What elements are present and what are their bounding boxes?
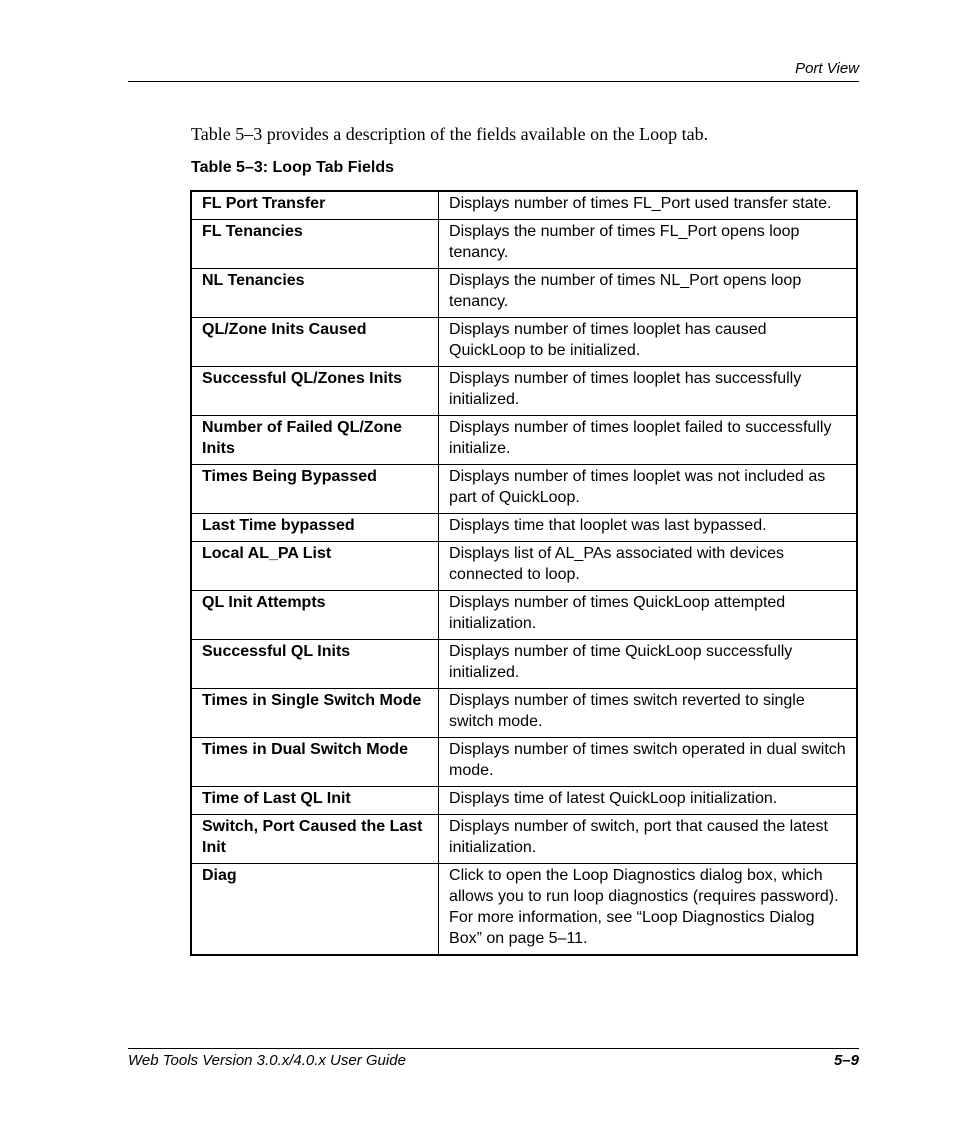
table-row — [191, 591, 857, 640]
table-caption: Table 5–3: Loop Tab Fields — [191, 159, 394, 176]
field-name: Times in Single Switch Mode — [191, 689, 439, 738]
field-description: Displays number of switch, port that caused the latest initialization. — [439, 815, 857, 864]
field-description: Click to open the Loop Diagnostics dialog box, which allows you to run loop diagnostics (requires password). For more information, see “Loop Diagnostics Dialog Box” on page 5–11. — [439, 864, 857, 956]
table-row — [191, 864, 857, 956]
field-name: Times in Dual Switch Mode — [191, 738, 439, 787]
field-description: Displays the number of times NL_Port opens loop tenancy. — [439, 269, 857, 318]
field-name: QL/Zone Inits Caused — [191, 318, 439, 367]
header-rule — [128, 81, 859, 82]
loop-tab-fields-table — [190, 190, 858, 956]
field-name: Time of Last QL Init — [191, 787, 439, 815]
field-name: FL Tenancies — [191, 220, 439, 269]
field-description: Displays number of times FL_Port used transfer state. — [439, 191, 857, 220]
field-description: Displays number of times looplet was not included as part of QuickLoop. — [439, 465, 857, 514]
field-name: Diag — [191, 864, 439, 956]
table-row — [191, 220, 857, 269]
field-description: Displays number of times looplet has successfully initialized. — [439, 367, 857, 416]
table-row — [191, 514, 857, 542]
table-row — [191, 689, 857, 738]
field-description: Displays the number of times FL_Port opens loop tenancy. — [439, 220, 857, 269]
table-row — [191, 542, 857, 591]
footer-rule — [128, 1048, 859, 1049]
footer-page-number: 5–9 — [833, 1052, 859, 1069]
table-row — [191, 738, 857, 787]
field-description: Displays number of times looplet has caused QuickLoop to be initialized. — [439, 318, 857, 367]
field-name: Successful QL Inits — [191, 640, 439, 689]
intro-paragraph: Table 5–3 provides a description of the fields available on the Loop tab. — [191, 124, 709, 144]
table-row — [191, 787, 857, 815]
field-description: Displays number of times switch operated in dual switch mode. — [439, 738, 857, 787]
table-row — [191, 318, 857, 367]
table-row — [191, 416, 857, 465]
field-description: Displays list of AL_PAs associated with devices connected to loop. — [439, 542, 857, 591]
footer-guide-title: Web Tools Version 3.0.x/4.0.x User Guide — [128, 1052, 406, 1069]
field-description: Displays time of latest QuickLoop initialization. — [439, 787, 857, 815]
field-name: Times Being Bypassed — [191, 465, 439, 514]
field-description: Displays number of times looplet failed to successfully initialize. — [439, 416, 857, 465]
field-description: Displays number of time QuickLoop successfully initialized. — [439, 640, 857, 689]
table-row — [191, 269, 857, 318]
running-header: Port View — [795, 60, 859, 77]
table-row — [191, 815, 857, 864]
table-body — [191, 191, 857, 955]
field-name: Last Time bypassed — [191, 514, 439, 542]
field-description: Displays time that looplet was last bypassed. — [439, 514, 857, 542]
table-row — [191, 465, 857, 514]
table-row — [191, 367, 857, 416]
field-description: Displays number of times switch reverted to single switch mode. — [439, 689, 857, 738]
table-row — [191, 191, 857, 220]
field-name: Number of Failed QL/Zone Inits — [191, 416, 439, 465]
field-description: Displays number of times QuickLoop attempted initialization. — [439, 591, 857, 640]
table-row — [191, 640, 857, 689]
field-name: Local AL_PA List — [191, 542, 439, 591]
field-name: Switch, Port Caused the Last Init — [191, 815, 439, 864]
field-name: NL Tenancies — [191, 269, 439, 318]
field-name: Successful QL/Zones Inits — [191, 367, 439, 416]
field-name: FL Port Transfer — [191, 191, 439, 220]
field-name: QL Init Attempts — [191, 591, 439, 640]
